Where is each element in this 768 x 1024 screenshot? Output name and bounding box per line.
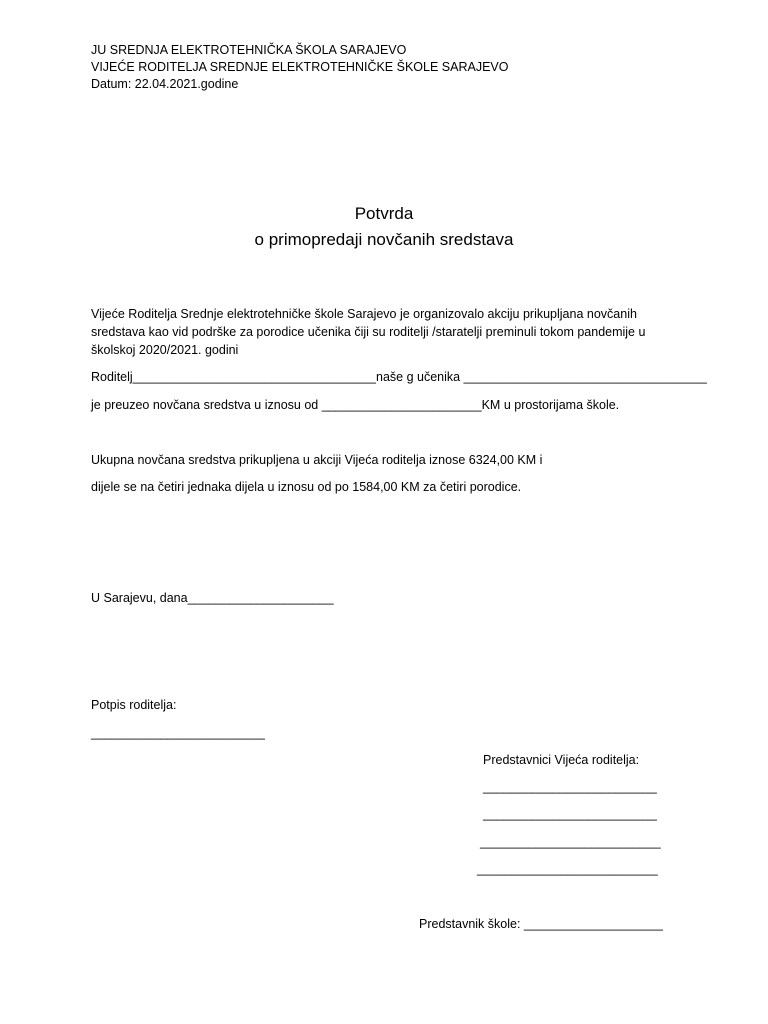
- header-council-name: VIJEĆE RODITELJA SREDNJE ELEKTROTEHNIČKE ŠKOLE SARAJEVO: [91, 60, 509, 74]
- council-reps-label: Predstavnici Vijeća roditelja:: [483, 753, 640, 767]
- parent-student-line: Roditelj___________________________________naše g učenika ___________________________________: [91, 370, 707, 384]
- split-amount-line: dijele se na četiri jednaka dijela u iznosu od po 1584,00 KM za četiri porodice.: [91, 480, 522, 494]
- total-amount-line: Ukupna novčana sredstva prikupljena u akciji Vijeća roditelja iznose 6324,00 KM i: [91, 453, 543, 467]
- header-date: Datum: 22.04.2021.godine: [91, 77, 239, 91]
- header-school-name: JU SREDNJA ELEKTROTEHNIČKA ŠKOLA SARAJEVO: [91, 43, 407, 57]
- document-title: Potvrda: [354, 204, 414, 223]
- received-amount-line: je preuzeo novčana sredstva u iznosu od _______________________KM u prostorijama škole.: [91, 398, 620, 412]
- council-rep-signature-line: _________________________: [483, 807, 657, 821]
- intro-paragraph: Vijeće Roditelja Srednje elektrotehničke škole Sarajevo je organizovalo akciju prikupljana novčanih sredstava kao vid podrške za porodice učenika čiji su roditelji /staratelji preminuli tokom pandemije u školskoj 2020/2021. godini: [91, 307, 646, 357]
- council-rep-signature-line: _________________________: [483, 780, 657, 794]
- council-rep-signature-line: __________________________: [480, 835, 661, 849]
- council-rep-signature-line: __________________________: [477, 862, 658, 876]
- school-rep-signature: Predstavnik škole: ____________________: [419, 917, 663, 931]
- parent-signature-line: _________________________: [91, 726, 265, 740]
- document-subtitle: o primopredaji novčanih sredstava: [254, 230, 514, 249]
- place-date-line: U Sarajevu, dana_____________________: [91, 591, 334, 605]
- parent-signature-label: Potpis roditelja:: [91, 698, 177, 712]
